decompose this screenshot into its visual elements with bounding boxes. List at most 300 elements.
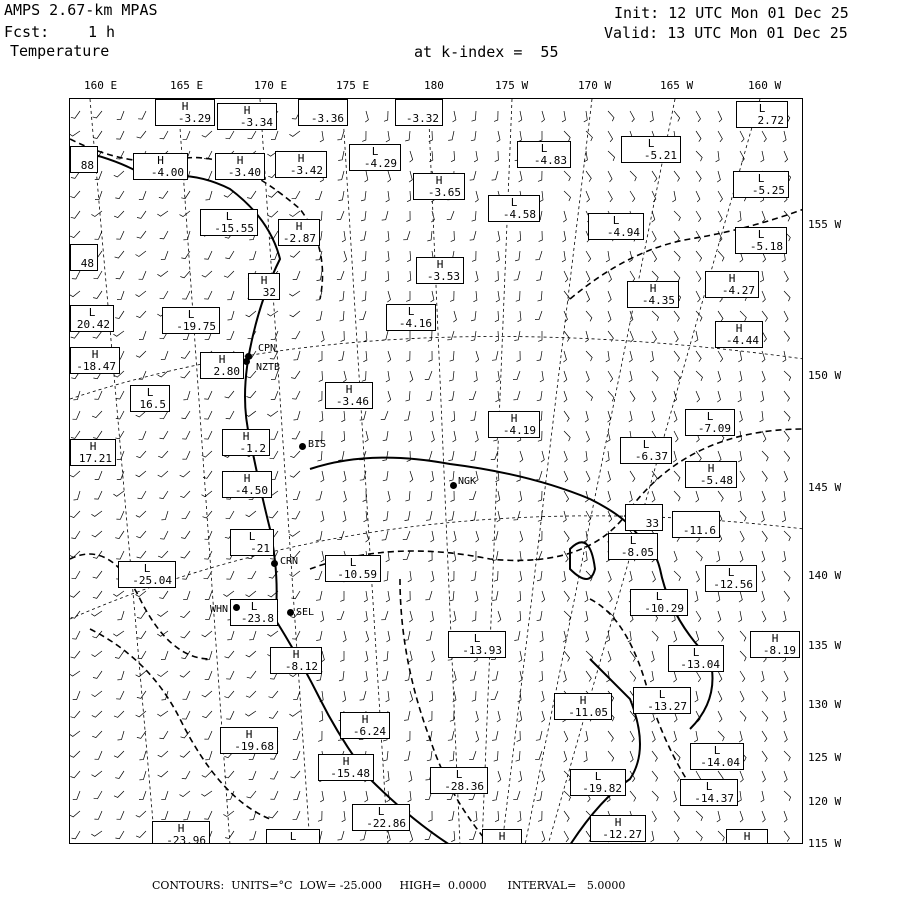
wind-barb bbox=[630, 731, 634, 742]
wind-barb bbox=[94, 391, 102, 399]
extremum-value: -3.32 bbox=[405, 111, 439, 125]
wind-barb bbox=[204, 411, 212, 419]
extremum-kind: L bbox=[758, 102, 766, 115]
extremum-value: -15.55 bbox=[214, 221, 254, 235]
extremum-label bbox=[448, 631, 506, 658]
wind-barb bbox=[513, 371, 520, 380]
station-marker bbox=[271, 560, 278, 567]
extremum-value: -28.36 bbox=[444, 779, 484, 793]
extremum-label bbox=[200, 352, 244, 379]
wind-barb bbox=[73, 791, 80, 800]
wind-barb bbox=[783, 611, 786, 622]
wind-barb bbox=[291, 371, 300, 379]
wind-barb bbox=[337, 131, 344, 140]
extremum-value: -4.58 bbox=[502, 207, 536, 221]
extremum-value: -3.29 bbox=[177, 111, 211, 125]
wind-barb bbox=[784, 771, 787, 782]
wind-barb bbox=[316, 491, 322, 500]
wind-barb bbox=[738, 211, 742, 222]
wind-barb bbox=[71, 711, 81, 718]
wind-barb bbox=[139, 791, 146, 800]
extremum-kind: H bbox=[177, 822, 185, 835]
wind-barb bbox=[540, 371, 544, 382]
wind-barb bbox=[246, 691, 256, 697]
wind-barb bbox=[408, 571, 412, 582]
wind-barb bbox=[564, 491, 569, 502]
wind-barb bbox=[448, 811, 454, 821]
wind-barb bbox=[73, 691, 80, 699]
wind-barb bbox=[608, 371, 613, 382]
wind-barb bbox=[182, 571, 190, 579]
wind-barb bbox=[93, 591, 102, 598]
wind-barb bbox=[696, 291, 700, 302]
wind-barb bbox=[139, 431, 146, 439]
extremum-kind: L bbox=[642, 438, 650, 451]
extremum-value: 32 bbox=[262, 285, 276, 299]
wind-barb bbox=[739, 591, 742, 602]
wind-barb bbox=[362, 291, 366, 301]
wind-barb bbox=[201, 791, 212, 796]
wind-barb bbox=[494, 111, 498, 121]
extremum-kind: L bbox=[705, 780, 713, 793]
wind-barb bbox=[405, 671, 410, 681]
wind-barb bbox=[608, 191, 612, 202]
temperature-contours bbox=[70, 139, 803, 844]
wind-barb bbox=[520, 451, 523, 462]
wind-barb bbox=[607, 491, 610, 502]
wind-barb bbox=[158, 771, 168, 777]
extremum-value: 48 bbox=[80, 256, 94, 270]
wind-barb bbox=[562, 231, 565, 242]
wind-barb bbox=[381, 411, 388, 419]
extremum-kind: H bbox=[342, 755, 350, 768]
wind-barb bbox=[158, 451, 168, 458]
wind-barb bbox=[116, 511, 124, 519]
wind-barb bbox=[784, 731, 787, 742]
lon-label-175e: 175 E bbox=[336, 79, 370, 92]
wind-barb bbox=[606, 351, 610, 362]
extremum-label bbox=[668, 645, 724, 672]
wind-barb bbox=[136, 511, 146, 517]
extremum-value: -4.35 bbox=[641, 293, 675, 307]
wind-barb bbox=[584, 451, 588, 462]
wind-barb bbox=[564, 551, 568, 562]
wind-barb bbox=[650, 671, 653, 682]
wind-barb bbox=[202, 271, 212, 277]
extremum-kind: L bbox=[248, 530, 256, 543]
wind-barb bbox=[608, 731, 613, 742]
contour-legend: CONTOURS: UNITS=°C LOW= -25.000 HIGH= 0.0000 INTERVAL= 5.0000 bbox=[152, 879, 626, 892]
wind-barb bbox=[183, 691, 191, 699]
wind-barb bbox=[426, 511, 432, 520]
wind-barb bbox=[740, 551, 743, 562]
extremum-kind: H bbox=[236, 154, 244, 167]
wind-barb bbox=[784, 671, 788, 682]
wind-barb bbox=[564, 591, 569, 602]
wind-barb bbox=[70, 771, 80, 778]
wind-barb bbox=[473, 291, 477, 302]
wind-barb bbox=[118, 731, 125, 740]
wind-barb bbox=[343, 511, 346, 522]
extremum-label bbox=[230, 529, 274, 556]
wind-barb bbox=[228, 311, 235, 320]
wind-barb bbox=[316, 531, 322, 541]
wind-barb bbox=[514, 631, 520, 641]
wind-barb bbox=[740, 131, 744, 142]
wind-barb bbox=[271, 251, 278, 259]
wind-barb bbox=[475, 271, 478, 282]
wind-barb bbox=[514, 331, 520, 341]
wind-barb bbox=[71, 611, 80, 618]
wind-barb bbox=[70, 591, 80, 597]
wind-barb bbox=[269, 511, 279, 518]
wind-barb bbox=[782, 551, 785, 562]
wind-barb bbox=[469, 491, 476, 500]
wind-barb bbox=[564, 171, 570, 181]
extremum-value: -8.05 bbox=[620, 545, 654, 559]
wind-barb bbox=[586, 311, 592, 321]
wind-barb bbox=[246, 511, 256, 517]
extremum-label bbox=[413, 173, 465, 200]
extremum-label bbox=[625, 504, 663, 531]
wind-barb bbox=[403, 531, 410, 540]
extremum-value: -21 bbox=[250, 541, 270, 555]
wind-barb bbox=[760, 271, 764, 282]
ice-shelf-edge bbox=[310, 458, 640, 539]
wind-barb bbox=[70, 131, 80, 136]
wind-barb bbox=[360, 691, 366, 700]
extremum-label bbox=[672, 511, 720, 538]
wind-barb bbox=[674, 251, 680, 261]
wind-barb bbox=[516, 291, 520, 301]
wind-barb bbox=[74, 491, 81, 500]
station-marker bbox=[233, 604, 240, 611]
extremum-label bbox=[275, 151, 327, 178]
wind-barb bbox=[717, 171, 720, 182]
wind-barb bbox=[249, 251, 256, 260]
wind-barb bbox=[674, 331, 678, 342]
wind-barb bbox=[71, 111, 80, 118]
wind-barb bbox=[293, 731, 300, 740]
extremum-label bbox=[685, 409, 735, 436]
wind-barb bbox=[342, 691, 345, 702]
wind-barb bbox=[784, 331, 790, 342]
extremum-label bbox=[298, 99, 348, 126]
wind-barb bbox=[650, 111, 654, 122]
extremum-kind: H bbox=[436, 258, 444, 271]
wind-barb bbox=[116, 231, 124, 239]
wind-barb bbox=[630, 671, 636, 682]
wind-barb bbox=[586, 171, 591, 182]
wind-barb bbox=[318, 811, 322, 821]
extremum-kind bbox=[399, 101, 439, 113]
extremum-value: -3.65 bbox=[427, 185, 461, 199]
wind-barb bbox=[410, 151, 413, 162]
wind-barb bbox=[136, 531, 146, 538]
wind-barb bbox=[586, 671, 591, 682]
wind-barb bbox=[316, 591, 322, 600]
wind-barb bbox=[428, 811, 432, 822]
wind-barb bbox=[202, 131, 212, 137]
extremum-value: -4.50 bbox=[234, 483, 268, 497]
wind-barb bbox=[71, 651, 80, 658]
wind-barb bbox=[160, 231, 168, 239]
wind-barb bbox=[518, 311, 522, 322]
wind-barb bbox=[160, 531, 168, 539]
wind-barb bbox=[696, 571, 700, 582]
lon-label-140w: 140 W bbox=[808, 569, 842, 582]
wind-barb bbox=[762, 491, 765, 502]
wind-barb bbox=[181, 631, 191, 638]
wind-barb bbox=[116, 271, 124, 279]
wind-barb bbox=[652, 171, 657, 182]
wind-barb bbox=[608, 111, 614, 121]
wind-barb bbox=[564, 731, 568, 742]
wind-barb bbox=[740, 631, 746, 641]
extremum-kind: L bbox=[757, 172, 765, 185]
wind-barb bbox=[535, 311, 542, 320]
wind-barb bbox=[204, 811, 212, 819]
wind-barb bbox=[204, 151, 212, 159]
wind-barb bbox=[245, 711, 256, 716]
extremum-value: -4.27 bbox=[721, 283, 755, 297]
wind-barb bbox=[652, 191, 656, 202]
wind-barb bbox=[95, 231, 103, 239]
lon-label-170e: 170 E bbox=[254, 79, 288, 92]
wind-barb bbox=[564, 411, 569, 422]
wind-barb bbox=[409, 171, 412, 182]
wind-barb bbox=[289, 291, 300, 296]
wind-barb bbox=[319, 411, 323, 422]
wind-barb bbox=[407, 251, 411, 262]
wind-barb bbox=[115, 531, 124, 539]
wind-barb bbox=[718, 831, 724, 841]
wind-barb bbox=[586, 251, 591, 262]
wind-barb bbox=[517, 351, 521, 362]
extremum-kind: L bbox=[250, 600, 258, 613]
extremum-kind: L bbox=[407, 305, 415, 318]
wind-barb bbox=[269, 711, 278, 718]
extremum-kind: H bbox=[435, 174, 443, 187]
wind-barb bbox=[495, 311, 499, 322]
wind-barb bbox=[519, 651, 522, 662]
wind-barb bbox=[586, 371, 589, 382]
wind-barb bbox=[92, 531, 102, 537]
wind-barb bbox=[718, 351, 723, 362]
wind-barb bbox=[293, 271, 300, 279]
wind-barb bbox=[584, 731, 587, 742]
wind-barb bbox=[451, 231, 455, 242]
wind-barb bbox=[563, 671, 566, 682]
wind-barb bbox=[542, 591, 545, 602]
wind-barb bbox=[517, 231, 521, 242]
wind-barb bbox=[586, 511, 591, 522]
wind-barb bbox=[289, 131, 300, 136]
wind-barb bbox=[674, 771, 679, 782]
wind-barb bbox=[405, 131, 410, 141]
wind-barb bbox=[608, 131, 613, 142]
wind-barb bbox=[495, 811, 499, 822]
wind-barb bbox=[225, 651, 235, 658]
wind-barb bbox=[450, 711, 454, 721]
wind-barb bbox=[492, 791, 498, 801]
wind-barb bbox=[448, 511, 454, 521]
wind-barb bbox=[564, 191, 571, 201]
wind-barb bbox=[182, 711, 190, 719]
wind-barb bbox=[95, 751, 103, 759]
extremum-kind bbox=[74, 148, 94, 160]
wind-barb bbox=[72, 631, 80, 639]
wind-barb bbox=[115, 651, 124, 658]
wind-barb bbox=[584, 111, 588, 122]
wind-barb bbox=[137, 631, 146, 639]
map-panel bbox=[69, 98, 803, 844]
wind-barb bbox=[341, 411, 345, 422]
wind-barb bbox=[718, 671, 722, 682]
wind-barb bbox=[115, 311, 124, 319]
wind-barb bbox=[674, 811, 679, 822]
wind-barb bbox=[740, 311, 746, 321]
station-label: NZTB bbox=[256, 362, 281, 373]
wind-barb bbox=[652, 771, 658, 782]
wind-barb bbox=[343, 471, 346, 482]
wind-barb bbox=[630, 331, 633, 342]
wind-barb bbox=[70, 291, 80, 297]
wind-barb bbox=[629, 371, 632, 382]
wind-barb bbox=[226, 131, 235, 139]
wind-barb bbox=[761, 591, 764, 602]
wind-barb bbox=[293, 791, 300, 800]
extremum-value: -19.82 bbox=[582, 781, 622, 795]
wind-barb bbox=[425, 451, 432, 460]
wind-barb bbox=[696, 491, 699, 502]
wind-barb bbox=[453, 431, 456, 442]
extremum-label bbox=[633, 687, 691, 714]
wind-barb bbox=[315, 571, 322, 580]
wind-barb bbox=[674, 551, 677, 562]
wind-barb bbox=[762, 551, 765, 562]
wind-barb bbox=[761, 671, 764, 682]
wind-barb bbox=[92, 651, 103, 657]
wind-barb bbox=[782, 491, 786, 502]
wind-barb bbox=[696, 611, 701, 622]
wind-barb bbox=[385, 271, 389, 282]
wind-barb bbox=[717, 391, 720, 402]
extremum-kind: L bbox=[727, 566, 735, 579]
wind-barb bbox=[290, 311, 300, 317]
wind-barb bbox=[249, 831, 256, 840]
wind-barb bbox=[471, 131, 476, 141]
wind-barb bbox=[584, 751, 588, 762]
wind-barb bbox=[740, 471, 745, 482]
wind-barb bbox=[365, 431, 368, 442]
wind-barb bbox=[451, 151, 455, 162]
station-label: SEL bbox=[296, 607, 315, 618]
lon-label-155w: 155 W bbox=[808, 218, 842, 231]
wind-barb bbox=[224, 771, 234, 778]
extremum-label bbox=[340, 712, 390, 739]
wind-barb bbox=[429, 151, 433, 162]
extremum-label bbox=[217, 103, 277, 130]
wind-barb bbox=[343, 791, 346, 802]
wind-barb bbox=[403, 231, 410, 240]
lon-label-135w: 135 W bbox=[808, 639, 842, 652]
extremum-label bbox=[488, 411, 540, 438]
wind-barb bbox=[360, 831, 366, 840]
wind-barb bbox=[652, 271, 658, 281]
wind-barb bbox=[562, 111, 566, 122]
wind-barb bbox=[672, 191, 675, 202]
extremum-label bbox=[715, 321, 763, 348]
extremum-kind: L bbox=[88, 306, 96, 319]
wind-barb bbox=[718, 611, 721, 622]
wind-barb bbox=[404, 711, 410, 720]
wind-barb bbox=[136, 711, 146, 717]
lon-label-170w: 170 W bbox=[578, 79, 612, 92]
coastline-layer bbox=[70, 149, 713, 844]
wind-barb bbox=[408, 431, 411, 442]
wind-barb bbox=[564, 431, 570, 441]
wind-barb bbox=[247, 671, 256, 678]
wind-barb bbox=[71, 211, 80, 218]
wind-barb bbox=[674, 271, 680, 281]
wind-barb bbox=[652, 751, 657, 762]
wind-barb bbox=[183, 231, 190, 240]
wind-barb bbox=[762, 211, 765, 222]
wind-barb bbox=[564, 651, 570, 662]
extremum-value: -18.47 bbox=[76, 359, 116, 373]
wind-barb bbox=[696, 371, 703, 381]
extremum-value: 17.21 bbox=[78, 451, 112, 465]
wind-barb bbox=[137, 211, 146, 218]
wind-barb bbox=[94, 811, 102, 819]
wind-barb bbox=[716, 151, 720, 162]
extremum-kind: L bbox=[473, 632, 481, 645]
wind-barb bbox=[784, 271, 788, 282]
wind-barb bbox=[674, 111, 680, 121]
wind-barb bbox=[160, 291, 168, 299]
wind-barb bbox=[428, 711, 432, 721]
extremum-label bbox=[588, 213, 644, 240]
wind-barb bbox=[492, 591, 498, 601]
extremum-value: 33 bbox=[645, 516, 659, 530]
extremum-value: -4.94 bbox=[606, 225, 640, 239]
extremum-kind: L bbox=[629, 534, 637, 547]
wind-barb bbox=[340, 591, 344, 601]
wind-barb bbox=[157, 611, 168, 616]
extremum-label bbox=[70, 439, 116, 466]
wind-barb bbox=[426, 631, 432, 641]
lon-label-165e: 165 E bbox=[170, 79, 204, 92]
wind-barb bbox=[182, 431, 190, 439]
wind-barb bbox=[245, 411, 256, 416]
wind-barb bbox=[337, 531, 344, 540]
lon-label-160w: 160 W bbox=[748, 79, 782, 92]
wind-barb bbox=[762, 471, 767, 482]
wind-barb bbox=[585, 331, 588, 342]
wind-barb bbox=[518, 711, 521, 722]
wind-barb bbox=[492, 351, 498, 360]
wind-barb bbox=[343, 371, 346, 382]
wind-barb bbox=[364, 611, 368, 622]
wind-barb bbox=[718, 251, 724, 261]
contour-line bbox=[310, 429, 803, 569]
wind-barb bbox=[564, 811, 569, 822]
wind-barb bbox=[716, 591, 719, 602]
extremum-kind: H bbox=[771, 632, 779, 645]
wind-barb bbox=[517, 811, 521, 822]
wind-barb bbox=[136, 311, 146, 318]
